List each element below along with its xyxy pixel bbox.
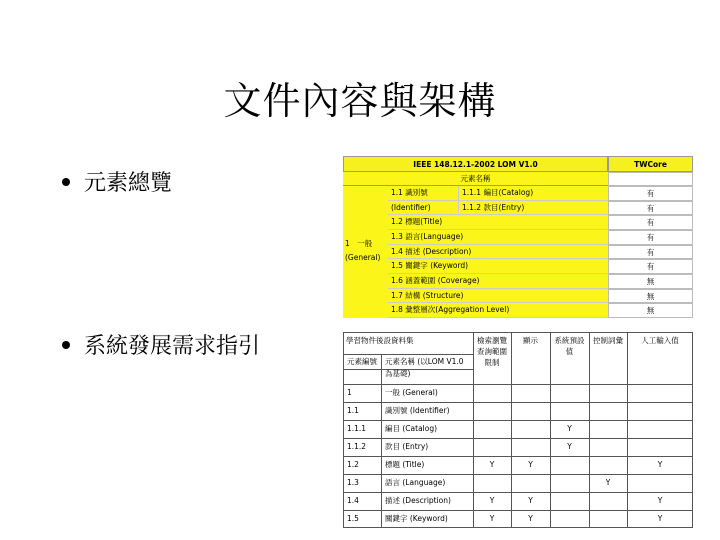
sys-row-name: 描述 (Description) [385,496,451,505]
sys-row-mark: Y [657,460,663,469]
lom-row-value: 無 [608,303,693,318]
lom-twcore-blank [608,172,693,186]
lom-row-value: 有 [608,186,693,201]
lom-row-value: 有 [608,201,693,216]
sys-table-title: 學習物件後設資料集 [346,336,414,345]
lom-section-en: (General) [345,253,381,262]
sys-row-mark [511,474,550,492]
system-guide-table [343,332,693,528]
lom-row-a: 1.5 關鍵字 (Keyword) [388,259,608,274]
lom-row-value: 有 [608,259,693,274]
sys-row-mark [627,438,693,456]
sys-row-mark [550,474,589,492]
sys-row-num: 1.5 [347,514,359,523]
sys-row-mark: Y [657,514,663,523]
lom-row-a: 1.6 涵蓋範圍 (Coverage) [388,274,608,289]
sys-row-name: 標題 (Title) [385,460,425,469]
lom-element-name-label: 元素名稱 [343,172,608,186]
bullet-dot [62,178,70,186]
table-rule [343,332,344,528]
sys-row-mark [473,438,511,456]
sys-row-mark [473,402,511,420]
sys-col-header: 檢索瀏覽查詢範圍限制 [477,336,507,367]
lom-row-a: 1.4 描述 (Description) [388,245,608,260]
sys-row-mark [473,474,511,492]
lom-section-num: 1 一般 [345,239,373,248]
sys-row-mark: Y [567,442,572,451]
sys-row-mark: Y [528,460,533,469]
sys-row-num: 1.4 [347,496,359,505]
sys-col-header: 控制詞彙 [593,336,623,345]
lom-row-a: (Identifier) [388,201,458,216]
sys-row-mark [627,420,693,438]
lom-row-value: 有 [608,245,693,260]
sys-row-num: 1 [347,388,352,397]
lom-row-value: 有 [608,230,693,245]
sys-sub-header-num: 元素編號 [347,357,377,366]
sys-row-name: 識別號 (Identifier) [385,406,450,415]
bullet-text: 系統發展需求指引 [84,334,261,359]
sys-row-mark [511,384,550,402]
sys-row-name: 編目 (Catalog) [385,424,438,433]
sys-row-mark: Y [489,496,495,505]
sys-row-num: 1.3 [347,478,359,487]
sys-row-name: 款目 (Entry) [385,442,429,451]
sys-row-mark [589,438,627,456]
sys-row-mark [589,510,627,528]
sys-row-mark: Y [605,478,611,487]
sys-row-mark [589,420,627,438]
sys-row-mark [550,402,589,420]
sys-row-mark [511,402,550,420]
sys-row-mark: Y [528,496,533,505]
lom-header: IEEE 148.12.1-2002 LOM V1.0 [343,156,608,172]
table-rule [343,332,693,333]
sys-col-header: 人工輸入值 [641,336,679,345]
sys-row-mark [550,384,589,402]
sys-sub-header-name: 元素名稱 (以LOM V1.0為基礎) [385,357,464,378]
sys-col-header: 顯示 [523,336,538,345]
slide-title: 文件內容與架構 [223,79,497,123]
sys-row-mark [473,384,511,402]
lom-row-value: 有 [608,215,693,230]
sys-row-mark: Y [489,460,495,469]
sys-row-mark [627,384,693,402]
lom-row-b: 1.1.2 款目(Entry) [458,201,608,216]
table-rule [343,354,473,355]
sys-row-mark: Y [528,514,533,523]
sys-row-name: 關鍵字 (Keyword) [385,514,448,523]
sys-row-mark: Y [489,514,495,523]
lom-twcore-header: TWCore [608,156,693,172]
bullet-text: 元素總覽 [84,171,173,196]
lom-row-a: 1.3 語言(Language) [388,230,608,245]
sys-row-num: 1.1.1 [347,424,367,433]
sys-row-num: 1.1 [347,406,359,415]
sys-row-name: 一般 (General) [385,388,438,397]
sys-row-mark [627,474,693,492]
sys-row-mark [589,402,627,420]
sys-row-mark [550,510,589,528]
sys-row-mark [511,438,550,456]
bullet-element-overview [62,166,172,197]
sys-row-mark [550,492,589,510]
bullet-dot [62,341,70,349]
table-rule [381,354,382,528]
sys-row-mark [473,420,511,438]
sys-row-name: 語言 (Language) [385,478,446,487]
sys-row-mark [589,456,627,474]
sys-row-num: 1.2 [347,460,359,469]
bullet-system-guide [62,329,260,360]
sys-col-header: 系統預設值 [554,336,585,356]
sys-row-mark [589,492,627,510]
lom-row-a: 1.1 識別號 [388,186,458,201]
lom-row-value: 無 [608,274,693,289]
lom-row-b: 1.1.1 編目(Catalog) [458,186,608,201]
lom-element-table [343,156,693,318]
lom-row-a: 1.7 結構 (Structure) [388,289,608,304]
sys-row-mark [589,384,627,402]
lom-row-a: 1.2 標題(Title) [388,215,608,230]
sys-row-mark [550,456,589,474]
sys-row-mark: Y [657,496,663,505]
sys-row-mark [511,420,550,438]
lom-row-value: 無 [608,289,693,304]
lom-row-a: 1.8 彙整層次(Aggregation Level) [388,303,608,318]
sys-row-mark [627,402,693,420]
sys-row-num: 1.1.2 [347,442,367,451]
sys-row-mark: Y [567,424,572,433]
